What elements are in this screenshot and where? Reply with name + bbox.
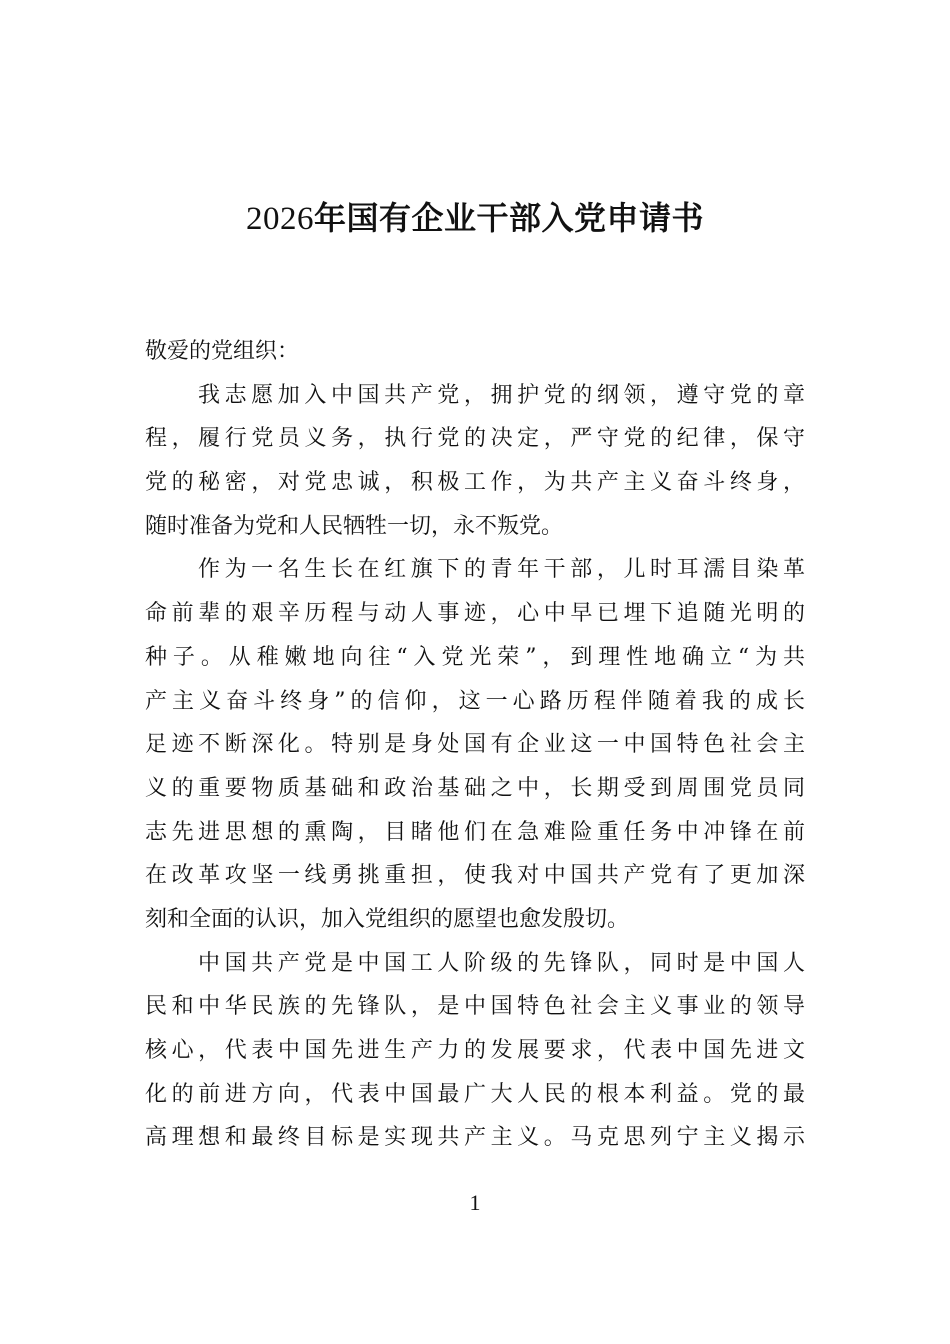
paragraph-line: 足迹不断深化。特别是身处国有企业这一中国特色社会主 — [145, 732, 805, 758]
paragraph-line: 党的秘密，对党忠诚，积极工作，为共产主义奋斗终身， — [145, 470, 805, 496]
document-title — [0, 196, 950, 241]
salutation: 敬爱的党组织： — [145, 339, 300, 364]
paragraph-line: 志先进思想的熏陶，目睹他们在急难险重任务中冲锋在前 — [145, 819, 805, 845]
paragraph-line: 随时准备为党和人民牺牲一切，永不叛党。 — [145, 513, 564, 539]
paragraph-line: 种子。从稚嫩地向往“入党光荣”，到理性地确立“为共 — [145, 644, 805, 670]
document-body — [145, 330, 805, 1160]
paragraph-line: 程，履行党员义务，执行党的决定，严守党的纪律，保守 — [145, 426, 805, 452]
paragraph-3 — [145, 942, 805, 1160]
paragraph-line: 在改革攻坚一线勇挑重担，使我对中国共产党有了更加深 — [145, 863, 805, 889]
paragraph-line: 中国共产党是中国工人阶级的先锋队，同时是中国人 — [198, 950, 805, 976]
paragraph-line: 核心，代表中国先进生产力的发展要求，代表中国先进文 — [145, 1038, 805, 1063]
paragraph-line: 高理想和最终目标是实现共产主义。马克思列宁主义揭示 — [145, 1125, 805, 1151]
title-year: 2026 — [245, 201, 314, 237]
paragraph-2 — [145, 548, 805, 941]
paragraph-line: 作为一名生长在红旗下的青年干部，儿时耳濡目染革 — [198, 557, 805, 583]
paragraph-line: 民和中华民族的先锋队，是中国特色社会主义事业的领导 — [145, 994, 805, 1020]
page-number: 1 — [469, 1190, 481, 1215]
paragraph-line: 义的重要物质基础和政治基础之中，长期受到周围党员同 — [145, 775, 805, 801]
paragraph-line: 刻和全面的认识，加入党组织的愿望也愈发殷切。 — [145, 906, 630, 932]
paragraph-line: 产主义奋斗终身”的信仰，这一心路历程伴随着我的成长 — [145, 688, 805, 714]
paragraph-1 — [145, 374, 805, 549]
paragraph-line: 命前辈的艰辛历程与动人事迹，心中早已埋下追随光明的 — [145, 601, 805, 627]
paragraph-line: 化的前进方向，代表中国最广大人民的根本利益。党的最 — [145, 1081, 805, 1107]
paragraph-line: 我志愿加入中国共产党，拥护党的纲领，遵守党的章 — [198, 382, 805, 408]
title-text: 年国有企业干部入党申请书 — [313, 199, 704, 237]
